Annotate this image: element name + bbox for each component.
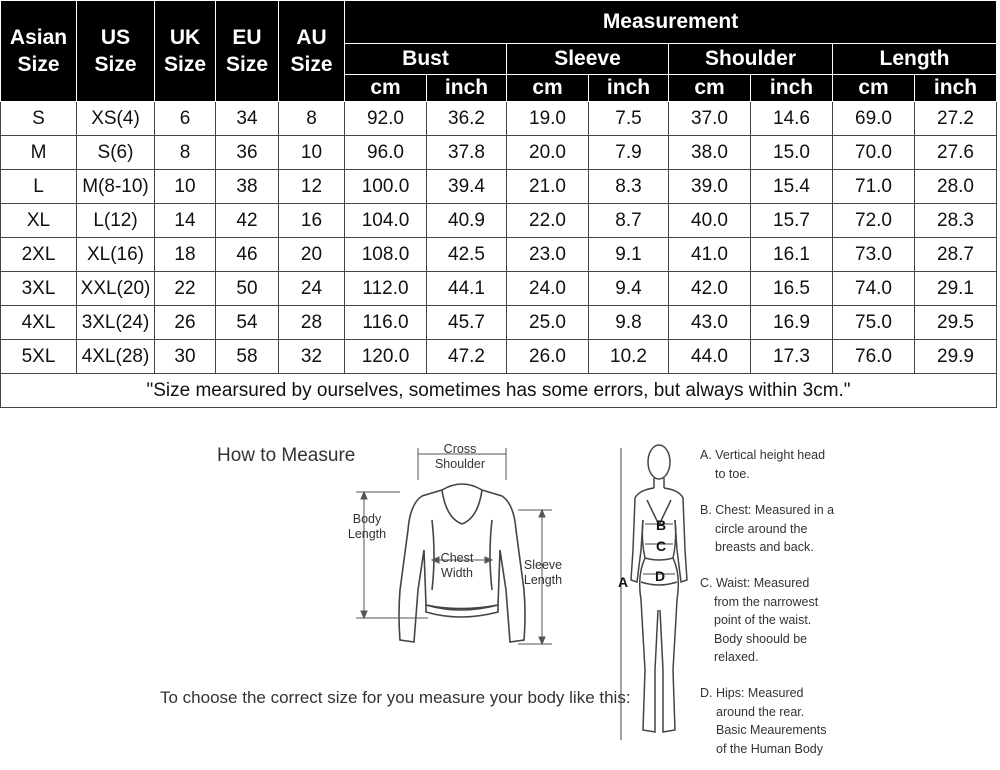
table-cell: 19.0: [507, 102, 589, 136]
table-cell: 12: [279, 170, 345, 204]
bust-header: Bust: [345, 44, 507, 75]
uk-size-header: UK Size: [155, 1, 216, 102]
table-cell: 116.0: [345, 306, 427, 340]
table-cell: 8: [279, 102, 345, 136]
table-cell: 108.0: [345, 238, 427, 272]
table-cell: 23.0: [507, 238, 589, 272]
table-cell: 69.0: [833, 102, 915, 136]
table-cell: 76.0: [833, 340, 915, 374]
table-cell: 43.0: [669, 306, 751, 340]
table-cell: 20.0: [507, 136, 589, 170]
letter-a: A: [618, 574, 629, 590]
measurement-note: "Size mearsured by ourselves, sometimes has some errors, but always within 3cm.": [1, 374, 997, 408]
table-cell: 16.1: [751, 238, 833, 272]
table-row: [1, 204, 997, 238]
letter-c: C: [656, 538, 667, 554]
table-cell: 2XL: [1, 238, 77, 272]
measurement-header: Measurement: [345, 1, 997, 44]
table-row: [1, 272, 997, 306]
table-cell: 28: [279, 306, 345, 340]
table-cell: 29.9: [915, 340, 997, 374]
size-rows: [1, 102, 997, 374]
sleeve-length-label: Sleeve Length: [523, 558, 563, 587]
table-cell: 100.0: [345, 170, 427, 204]
table-cell: 16: [279, 204, 345, 238]
table-cell: 29.1: [915, 272, 997, 306]
shirt-diagram: [340, 440, 580, 660]
table-cell: XL: [1, 204, 77, 238]
table-cell: 16.5: [751, 272, 833, 306]
table-cell: S: [1, 102, 77, 136]
table-cell: 25.0: [507, 306, 589, 340]
table-cell: 50: [216, 272, 279, 306]
unit-header: cm: [833, 75, 915, 102]
table-cell: 26: [155, 306, 216, 340]
table-cell: 37.8: [427, 136, 507, 170]
table-cell: 24: [279, 272, 345, 306]
letter-d: D: [655, 568, 666, 584]
table-cell: 27.2: [915, 102, 997, 136]
table-cell: M(8-10): [77, 170, 155, 204]
instruction-text: To choose the correct size for you measure your body like this:: [160, 688, 631, 707]
table-cell: 73.0: [833, 238, 915, 272]
table-cell: 39.0: [669, 170, 751, 204]
table-cell: L(12): [77, 204, 155, 238]
table-cell: 112.0: [345, 272, 427, 306]
table-cell: 58: [216, 340, 279, 374]
unit-header: cm: [345, 75, 427, 102]
shoulder-header: Shoulder: [669, 44, 833, 75]
table-cell: 17.3: [751, 340, 833, 374]
table-cell: 44.0: [669, 340, 751, 374]
table-cell: XXL(20): [77, 272, 155, 306]
table-cell: 28.0: [915, 170, 997, 204]
table-cell: 42: [216, 204, 279, 238]
sleeve-header: Sleeve: [507, 44, 669, 75]
table-cell: 40.0: [669, 204, 751, 238]
table-cell: 7.5: [589, 102, 669, 136]
table-cell: 104.0: [345, 204, 427, 238]
table-cell: 6: [155, 102, 216, 136]
table-row: [1, 306, 997, 340]
table-cell: 54: [216, 306, 279, 340]
unit-header: inch: [915, 75, 997, 102]
table-cell: 40.9: [427, 204, 507, 238]
body-length-label: Body Length: [347, 512, 387, 541]
table-cell: 8.3: [589, 170, 669, 204]
table-cell: XL(16): [77, 238, 155, 272]
table-cell: 70.0: [833, 136, 915, 170]
table-cell: 14.6: [751, 102, 833, 136]
table-cell: 39.4: [427, 170, 507, 204]
table-cell: 15.0: [751, 136, 833, 170]
table-cell: 4XL(28): [77, 340, 155, 374]
table-cell: 4XL: [1, 306, 77, 340]
table-cell: 15.4: [751, 170, 833, 204]
table-cell: 18: [155, 238, 216, 272]
table-cell: 34: [216, 102, 279, 136]
table-cell: M: [1, 136, 77, 170]
table-cell: 20: [279, 238, 345, 272]
note-d: D. Hips: Measured around the rear. Basic Meaurements of the Human Body: [700, 686, 827, 756]
table-cell: 10.2: [589, 340, 669, 374]
table-cell: 37.0: [669, 102, 751, 136]
table-cell: L: [1, 170, 77, 204]
table-cell: 45.7: [427, 306, 507, 340]
chest-width-label: Chest Width: [440, 551, 474, 580]
table-cell: 29.5: [915, 306, 997, 340]
table-cell: 27.6: [915, 136, 997, 170]
length-header: Length: [833, 44, 997, 75]
table-cell: 28.7: [915, 238, 997, 272]
table-cell: 38.0: [669, 136, 751, 170]
table-cell: 38: [216, 170, 279, 204]
table-cell: 96.0: [345, 136, 427, 170]
table-cell: 26.0: [507, 340, 589, 374]
body-diagram: [615, 440, 705, 750]
how-to-measure-title: How to Measure: [217, 445, 356, 466]
table-cell: 9.1: [589, 238, 669, 272]
table-cell: 120.0: [345, 340, 427, 374]
table-cell: 47.2: [427, 340, 507, 374]
table-cell: 3XL(24): [77, 306, 155, 340]
table-cell: 9.4: [589, 272, 669, 306]
unit-header: inch: [589, 75, 669, 102]
table-cell: 75.0: [833, 306, 915, 340]
table-row: [1, 136, 997, 170]
table-cell: 71.0: [833, 170, 915, 204]
table-cell: 9.8: [589, 306, 669, 340]
table-cell: 15.7: [751, 204, 833, 238]
note-a: A. Vertical height head to toe.: [700, 448, 826, 481]
table-cell: 92.0: [345, 102, 427, 136]
unit-header: inch: [427, 75, 507, 102]
table-cell: 10: [155, 170, 216, 204]
note-c: C. Waist: Measured from the narrowest point of the waist. Body shoould be relaxed.: [700, 576, 819, 664]
unit-header: cm: [507, 75, 589, 102]
eu-size-header: EU Size: [216, 1, 279, 102]
unit-header: cm: [669, 75, 751, 102]
table-cell: 8: [155, 136, 216, 170]
table-cell: 36.2: [427, 102, 507, 136]
table-cell: 22.0: [507, 204, 589, 238]
au-size-header: AU Size: [279, 1, 345, 102]
table-cell: 46: [216, 238, 279, 272]
table-cell: 72.0: [833, 204, 915, 238]
table-cell: XS(4): [77, 102, 155, 136]
letter-b: B: [656, 517, 667, 533]
table-row: [1, 102, 997, 136]
table-cell: 30: [155, 340, 216, 374]
table-cell: 10: [279, 136, 345, 170]
table-cell: 24.0: [507, 272, 589, 306]
asian-size-header: Asian Size: [1, 1, 77, 102]
table-cell: S(6): [77, 136, 155, 170]
cross-shoulder-label: Cross Shoulder: [434, 442, 486, 471]
table-cell: 22: [155, 272, 216, 306]
table-row: [1, 238, 997, 272]
table-cell: 44.1: [427, 272, 507, 306]
table-row: [1, 340, 997, 374]
table-cell: 7.9: [589, 136, 669, 170]
table-cell: 3XL: [1, 272, 77, 306]
table-cell: 21.0: [507, 170, 589, 204]
table-cell: 5XL: [1, 340, 77, 374]
table-cell: 41.0: [669, 238, 751, 272]
table-cell: 74.0: [833, 272, 915, 306]
us-size-header: US Size: [77, 1, 155, 102]
table-cell: 14: [155, 204, 216, 238]
table-row: [1, 170, 997, 204]
table-cell: 8.7: [589, 204, 669, 238]
note-b: B. Chest: Measured in a circle around the breasts and back.: [700, 503, 835, 554]
table-cell: 42.5: [427, 238, 507, 272]
table-cell: 28.3: [915, 204, 997, 238]
table-cell: 16.9: [751, 306, 833, 340]
table-cell: 42.0: [669, 272, 751, 306]
unit-header: inch: [751, 75, 833, 102]
table-cell: 36: [216, 136, 279, 170]
table-cell: 32: [279, 340, 345, 374]
